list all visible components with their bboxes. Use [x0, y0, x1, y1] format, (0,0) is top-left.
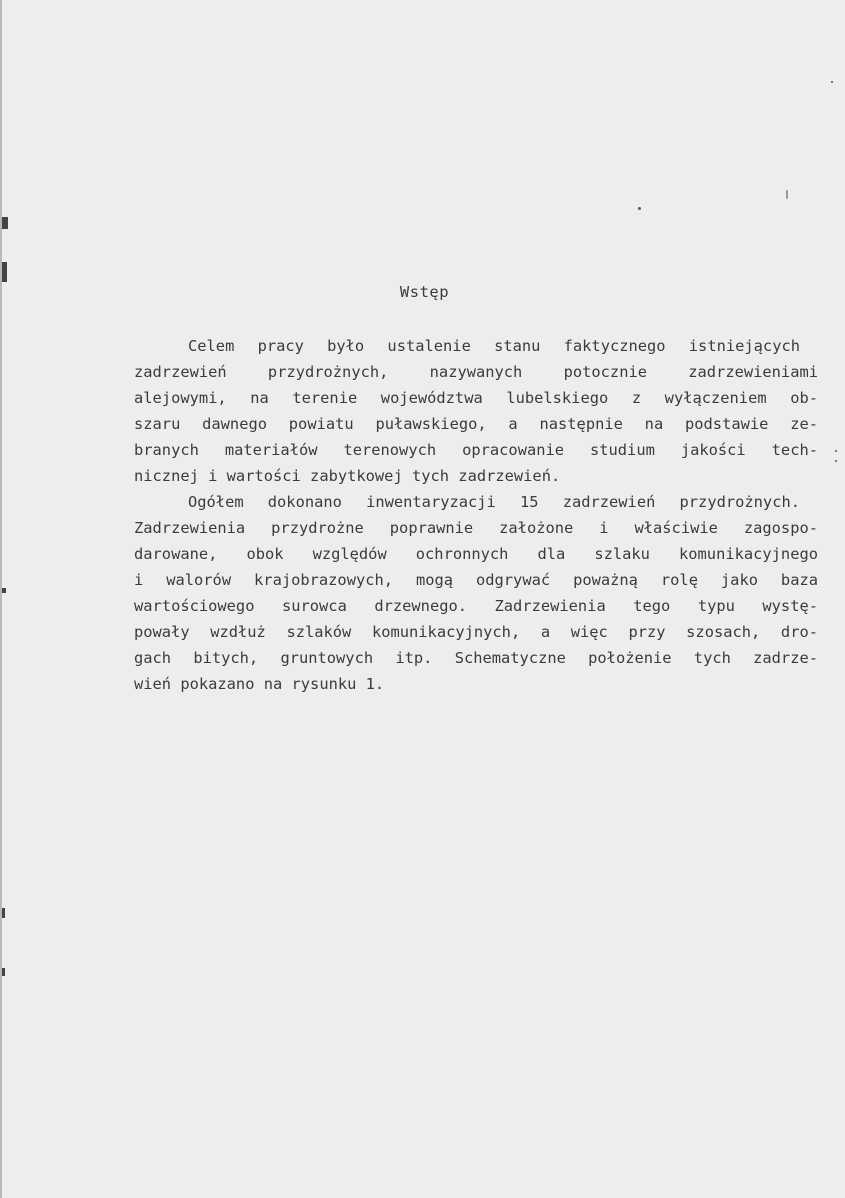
binding-mark [2, 908, 5, 918]
text-line-5: branych materiałów terenowych opracowanie studium jakości tech- [134, 441, 818, 459]
text-line-12: powały wzdłuż szlaków komunikacyjnych, a więc przy szosach, dro- [134, 623, 818, 641]
text-line-6: nicznej i wartości zabytkowej tych zadrzewień. [134, 467, 561, 485]
text-line-3: alejowymi, na terenie województwa lubelskiego z wyłączeniem ob- [134, 389, 818, 407]
binding-mark [2, 968, 5, 976]
text-line-8: Zadrzewienia przydrożne poprawnie założone i właściwie zagospo- [134, 519, 818, 537]
scan-speck [786, 190, 788, 199]
text-line-9: darowane, obok względów ochronnych dla szlaku komunikacyjnego [134, 545, 818, 563]
text-line-11: wartościowego surowca drzewnego. Zadrzewienia tego typu wystę- [134, 597, 818, 615]
scan-speck [638, 207, 641, 210]
scan-speck [835, 460, 837, 462]
text-line-2: zadrzewień przydrożnych, nazywanych potocznie zadrzewieniami [134, 363, 818, 381]
text-line-7: Ogółem dokonano inwentaryzacji 15 zadrzewień przydrożnych. [188, 493, 800, 511]
text-line-1: Celem pracy było ustalenie stanu faktycznego istniejących [188, 337, 800, 355]
text-line-10: i walorów krajobrazowych, mogą odgrywać poważną rolę jako baza [134, 571, 818, 589]
binding-mark [2, 262, 7, 282]
binding-mark [2, 217, 8, 229]
text-line-13: gach bitych, gruntowych itp. Schematyczne położenie tych zadrze- [134, 649, 818, 667]
binding-mark [2, 588, 6, 593]
page-heading: Wstęp [399, 283, 450, 301]
text-line-14: wień pokazano na rysunku 1. [134, 675, 385, 693]
scan-speck [831, 81, 833, 83]
text-line-4: szaru dawnego powiatu puławskiego, a następnie na podstawie ze- [134, 415, 818, 433]
scan-speck [835, 450, 837, 452]
